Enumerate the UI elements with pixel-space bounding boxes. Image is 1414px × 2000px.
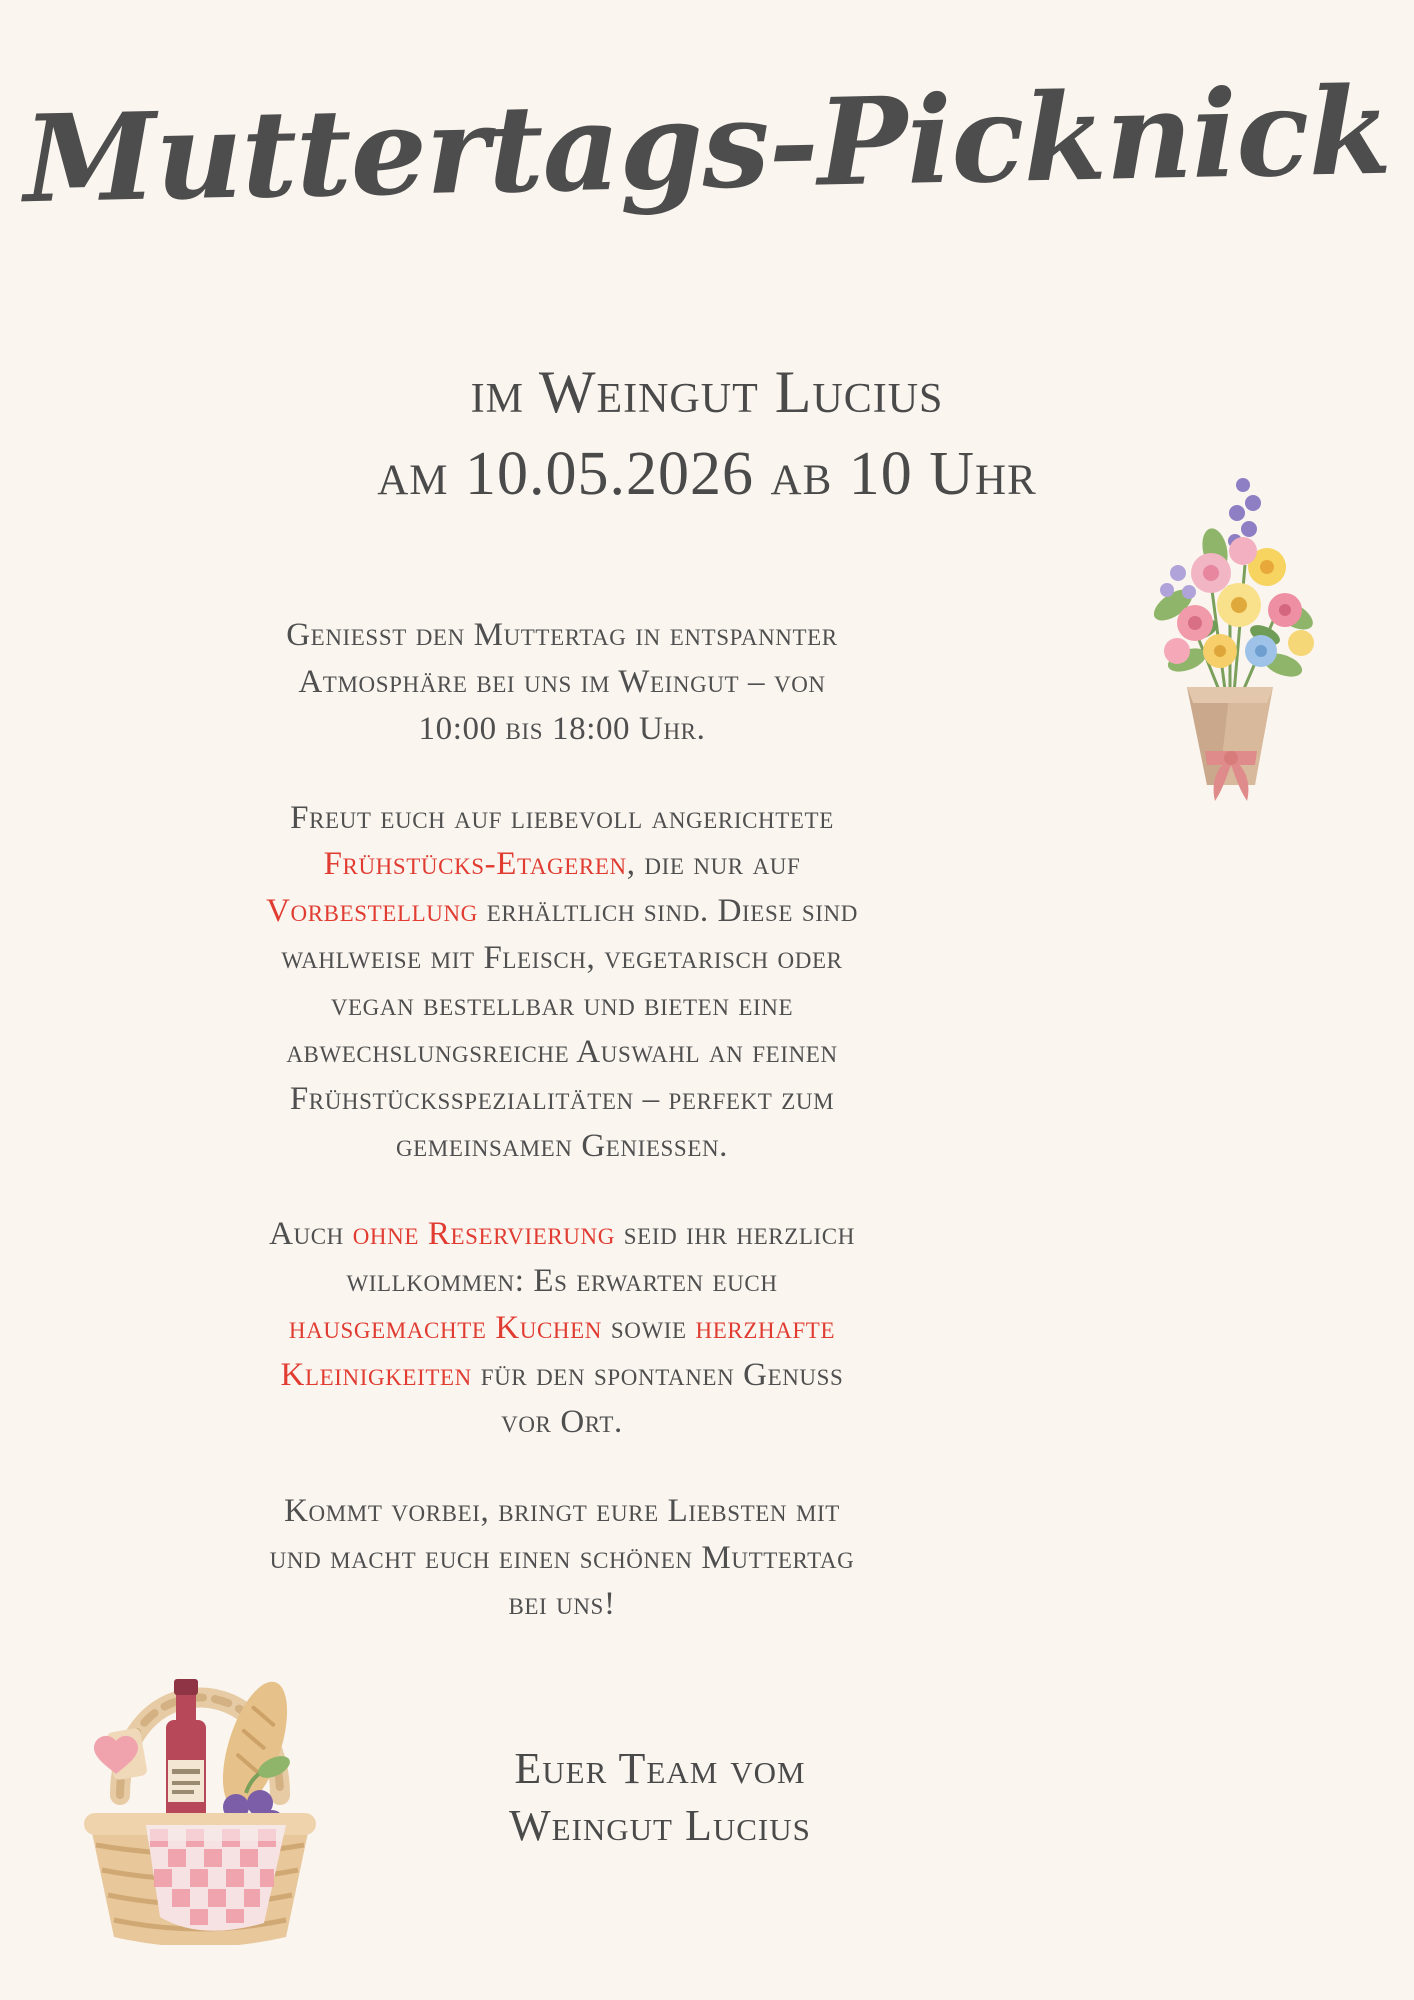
subtitle-date: am 10.05.2026 ab 10 Uhr bbox=[377, 440, 1037, 508]
paragraph-invitation: Kommt vorbei, bringt eure Liebsten mit und macht euch einen schönen Muttertag bei uns! bbox=[269, 1492, 855, 1623]
flower-bouquet-icon bbox=[1115, 455, 1345, 850]
picnic-basket-icon bbox=[50, 1545, 350, 1945]
paragraph-reservierung bbox=[262, 1211, 862, 1445]
body-copy bbox=[262, 612, 862, 1628]
page-title: Muttertags-Picknick bbox=[22, 60, 1392, 231]
p3-highlight-ohne-reservierung: ohne Reservierung bbox=[352, 1216, 615, 1253]
p2-highlight-etageren: Frühstücks-Etageren bbox=[323, 846, 627, 883]
p2-text-b: , die nur auf bbox=[626, 846, 801, 883]
p3-text-d: für den spontanen Genuss vor Ort. bbox=[471, 1357, 844, 1440]
paragraph-intro: Geniesst den Muttertag in entspannter Atmosphäre bei uns im Weingut – von 10:00 bis 18:00 Uhr. bbox=[286, 617, 838, 747]
p3-text-b: seid ihr herzlich willkommen: Es erwarten euch bbox=[346, 1216, 855, 1300]
paragraph-etageren bbox=[262, 795, 862, 1170]
p3-text-c: sowie bbox=[602, 1310, 696, 1347]
p3-highlight-kuchen: hausgemachte Kuchen bbox=[288, 1310, 602, 1347]
signature-line-1: Euer Team vom bbox=[514, 1744, 806, 1793]
signature-block bbox=[380, 1740, 940, 1854]
subtitle-venue: im Weingut Lucius bbox=[470, 359, 944, 425]
p2-highlight-vorbestellung: Vorbestellung bbox=[266, 893, 478, 930]
p3-text-a: Auch bbox=[269, 1216, 353, 1253]
p2-text-a: Freut euch auf liebevoll angerichtete bbox=[290, 799, 834, 836]
p3-highlight-kleinigkeiten: herzhafte Kleinigkeiten bbox=[280, 1310, 836, 1394]
signature-line-2: Weingut Lucius bbox=[509, 1801, 811, 1851]
p2-text-c: erhältlich sind. Diese sind wahlweise mit Fleisch, vegetarisch oder vegan bestellbar und bieten eine abwechslungsreiche Auswahl an feinen Frühstücksspezialitäten – perfekt zum gemeinsamen Geniessen. bbox=[281, 893, 858, 1164]
